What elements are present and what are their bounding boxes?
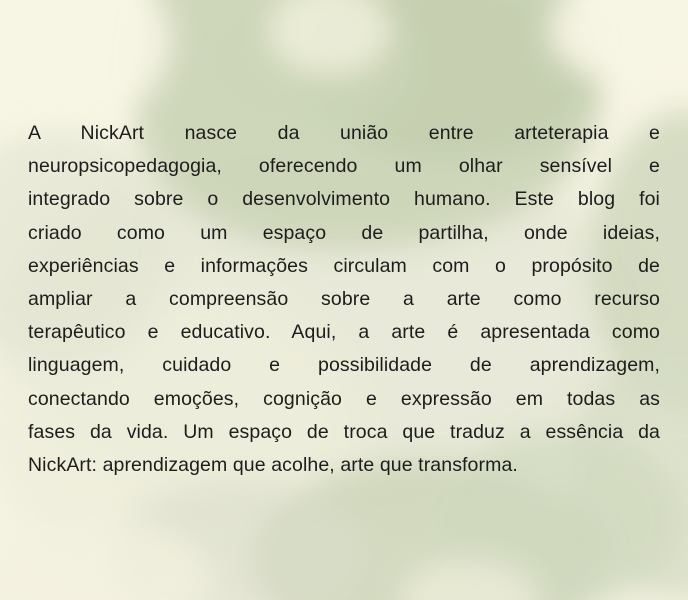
about-text-line: A NickArt nasce da união entre arteterapia e — [28, 122, 660, 144]
about-text-line: ampliar a compreensão sobre a arte como recurso — [28, 288, 660, 311]
about-text-line: conectando emoções, cognição e expressão em todas as — [28, 387, 660, 410]
about-text-line: terapêutico e educativo. Aqui, a arte é apresentada como — [28, 321, 660, 344]
about-text-line: linguagem, cuidado e possibilidade de aprendizagem, — [28, 354, 660, 377]
about-section — [28, 117, 660, 482]
about-text-line: fases da vida. Um espaço de troca que traduz a essência da — [28, 420, 660, 443]
about-text-line: integrado sobre o desenvolvimento humano. Este blog foi — [28, 188, 660, 211]
about-text-line: neuropsicopedagogia, oferecendo um olhar sensível e — [28, 155, 660, 178]
about-text-line: criado como um espaço de partilha, onde ideias, — [28, 221, 660, 244]
about-text-line: NickArt: aprendizagem que acolhe, arte que transforma. — [28, 454, 518, 477]
about-text-line: experiências e informações circulam com o propósito de — [28, 254, 660, 277]
